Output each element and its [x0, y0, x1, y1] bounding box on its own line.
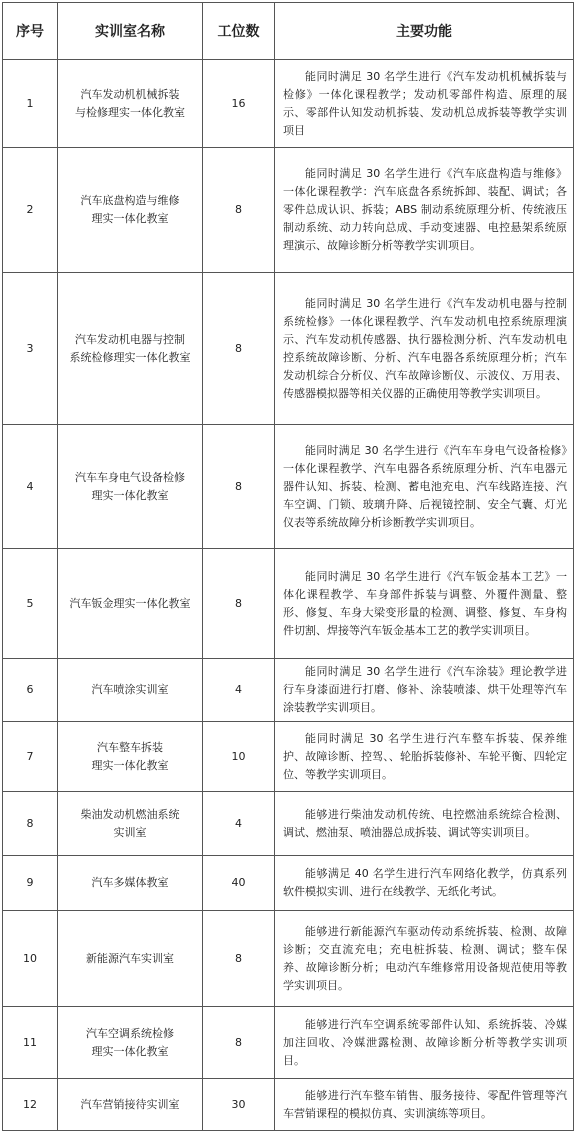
seat-count: 8 — [203, 1007, 275, 1079]
main-function: 能同时满足 30 名学生进行《汽车发动机电器与控制系统检修》一体化课程教学、汽车发动机电控系统原理演示、汽车发动机传感器、执行器检测分析、汽车发动机电控系统故障诊断、分析、汽车电器各系统原理分析；汽车发动机综合分析仪、汽车故障诊断仪、示波仪、万用表、传感器模拟器等相关仪器的正确使用等教学实训项目。 — [275, 273, 574, 425]
seat-count: 8 — [203, 273, 275, 425]
seat-count: 4 — [203, 792, 275, 856]
table-body — [3, 60, 574, 1131]
seat-count: 8 — [203, 148, 275, 273]
lab-name: 汽车发动机机械拆装 与检修理实一体化教室 — [58, 60, 203, 148]
table-row — [3, 722, 574, 792]
table-row — [3, 148, 574, 273]
table-row — [3, 792, 574, 856]
lab-name: 汽车发动机电器与控制 系统检修理实一体化教室 — [58, 273, 203, 425]
row-number: 10 — [3, 911, 58, 1007]
table-row — [3, 856, 574, 911]
row-number: 11 — [3, 1007, 58, 1079]
main-function: 能够进行新能源汽车驱动传动系统拆装、检测、故障诊断；交直流充电；充电桩拆装、检测、调试；整车保养、故障诊断分析；电动汽车维修常用设备规范使用等教学实训项目。 — [275, 911, 574, 1007]
main-function: 能同时满足 30 名学生进行《汽车底盘构造与维修》一体化课程教学：汽车底盘各系统拆卸、装配、调试；各零件总成认识、拆装；ABS 制动系统原理分析、传统液压制动系统、动力转向总成、手动变速器、电控悬架系统原理演示、故障诊断分析等教学实训项目。 — [275, 148, 574, 273]
lab-name: 汽车喷涂实训室 — [58, 659, 203, 722]
row-number: 3 — [3, 273, 58, 425]
table-row — [3, 659, 574, 722]
table-row — [3, 911, 574, 1007]
header-function: 主要功能 — [275, 3, 574, 60]
table-row — [3, 425, 574, 549]
row-number: 2 — [3, 148, 58, 273]
lab-name: 汽车车身电气设备检修 理实一体化教室 — [58, 425, 203, 549]
main-function: 能够满足 40 名学生进行汽车网络化教学，仿真系列软件模拟实训、进行在线教学、无纸化考试。 — [275, 856, 574, 911]
lab-name: 汽车底盘构造与维修 理实一体化教室 — [58, 148, 203, 273]
main-function: 能够进行汽车整车销售、服务接待、零配件管理等汽车营销课程的模拟仿真、实训演练等项目。 — [275, 1079, 574, 1131]
seat-count: 8 — [203, 549, 275, 659]
row-number: 5 — [3, 549, 58, 659]
main-function: 能同时满足 30 名学生进行汽车整车拆装、保养维护、故障诊断、控驾、、轮胎拆装修补、车轮平衡、四轮定位、等教学实训项目。 — [275, 722, 574, 792]
row-number: 8 — [3, 792, 58, 856]
main-function: 能同时满足 30 名学生进行《汽车涂装》理论教学进行车身漆面进行打磨、修补、涂装喷漆、烘干处理等汽车涂装教学实训项目。 — [275, 659, 574, 722]
lab-name: 汽车钣金理实一体化教室 — [58, 549, 203, 659]
seat-count: 4 — [203, 659, 275, 722]
lab-name: 汽车营销接待实训室 — [58, 1079, 203, 1131]
lab-name: 汽车多媒体教室 — [58, 856, 203, 911]
seat-count: 30 — [203, 1079, 275, 1131]
header-row — [3, 3, 574, 60]
row-number: 1 — [3, 60, 58, 148]
lab-name: 汽车整车拆装 理实一体化教室 — [58, 722, 203, 792]
table-row — [3, 549, 574, 659]
lab-name: 新能源汽车实训室 — [58, 911, 203, 1007]
main-function: 能同时满足 30 名学生进行《汽车发动机机械拆装与检修》一体化课程教学；发动机零部件构造、原理的展示、零部件认知发动机拆装、发动机总成拆装等教学实训项目 — [275, 60, 574, 148]
table-row — [3, 273, 574, 425]
lab-table — [2, 2, 574, 1131]
header-seats: 工位数 — [203, 3, 275, 60]
lab-name: 柴油发动机燃油系统 实训室 — [58, 792, 203, 856]
main-function: 能够进行汽车空调系统零部件认知、系统拆装、冷媒加注回收、冷媒泄露检测、故障诊断分析等教学实训项目。 — [275, 1007, 574, 1079]
seat-count: 8 — [203, 425, 275, 549]
table-row — [3, 1079, 574, 1131]
main-function: 能同时满足 30 名学生进行《汽车车身电气设备检修》一体化课程教学、汽车电器各系统原理分析、汽车电器元器件认知、拆装、检测、蓄电池充电、汽车线路连接、汽车空调、门锁、玻璃升降、后视镜控制、安全气囊、灯光仪表等系统故障分析诊断教学实训项目。 — [275, 425, 574, 549]
header-name: 实训室名称 — [58, 3, 203, 60]
table-row — [3, 1007, 574, 1079]
row-number: 12 — [3, 1079, 58, 1131]
row-number: 7 — [3, 722, 58, 792]
row-number: 4 — [3, 425, 58, 549]
lab-name: 汽车空调系统检修 理实一体化教室 — [58, 1007, 203, 1079]
main-function: 能够进行柴油发动机传统、电控燃油系统综合检测、调试、燃油泵、喷油器总成拆装、调试等实训项目。 — [275, 792, 574, 856]
seat-count: 8 — [203, 911, 275, 1007]
seat-count: 40 — [203, 856, 275, 911]
row-number: 6 — [3, 659, 58, 722]
row-number: 9 — [3, 856, 58, 911]
header-no: 序号 — [3, 3, 58, 60]
seat-count: 10 — [203, 722, 275, 792]
table-row — [3, 60, 574, 148]
main-function: 能同时满足 30 名学生进行《汽车钣金基本工艺》一体化课程教学、车身部件拆装与调整、外覆件测量、整形、修复、车身大梁变形量的检测、调整、修复、车身构件切割、焊接等汽车钣金基本工艺的教学实训项目。 — [275, 549, 574, 659]
seat-count: 16 — [203, 60, 275, 148]
